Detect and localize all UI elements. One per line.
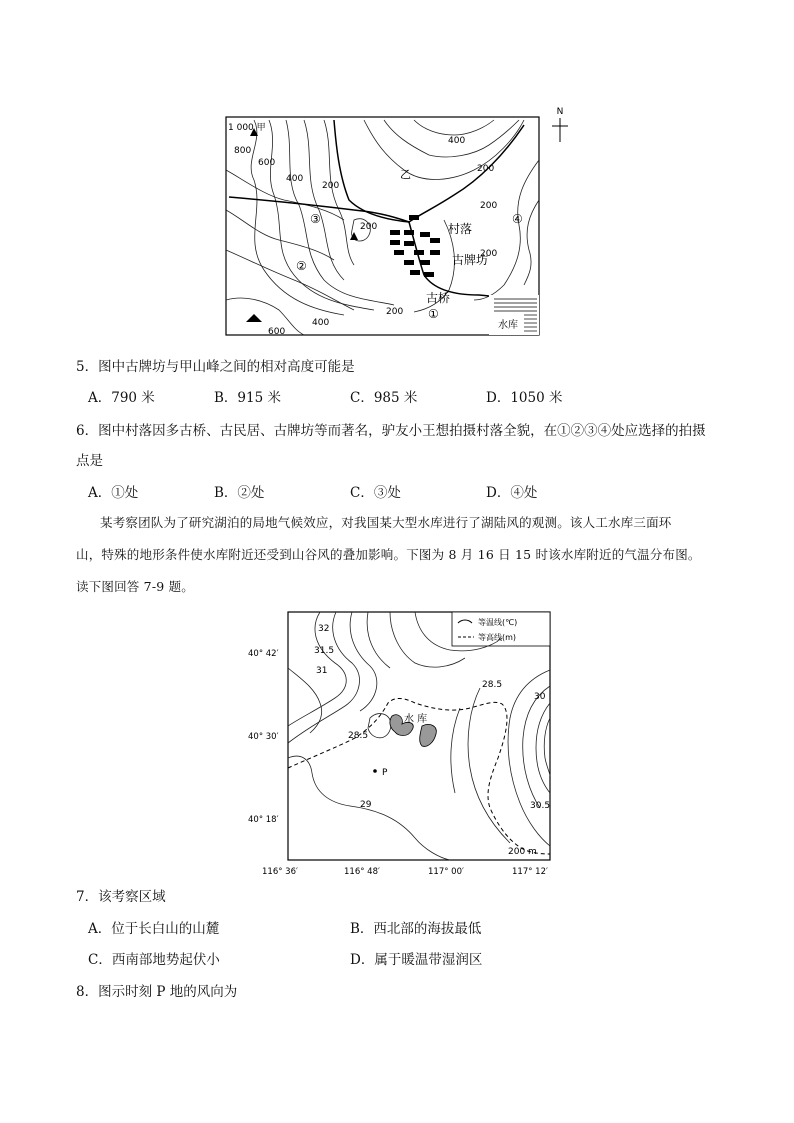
contour-label-600-s: 600 [268, 327, 286, 337]
contour-label-200-se: 200 [480, 249, 498, 259]
point-3: ③ [310, 212, 321, 226]
contour-label-200-hill: 200 [360, 222, 378, 232]
contour-label-400-s: 400 [312, 318, 330, 328]
passage-line2: 山，特殊的地形条件使水库附近还受到山谷风的叠加影响。下图为 8 月 16 日 15 时该水库附近的气温分布图。 [76, 547, 701, 562]
temp-label-28-5-ne: 28.5 [482, 680, 503, 690]
lon-label-4: 117° 12′ [512, 867, 548, 877]
yi-label: 乙 [400, 168, 411, 181]
legend-isotherm: 等温线(℃) [478, 618, 518, 627]
temp-label-30: 30 [534, 692, 546, 702]
question-8-stem: 8．图示时刻 P 地的风向为 [76, 984, 238, 1000]
village-label: 村落 [448, 222, 473, 236]
reservoir-label: 水库 [498, 320, 518, 331]
question-6-stem-line1: 6．图中村落因多古桥、古民居、古牌坊等而著名，驴友小王想拍摄村落全貌，在①②③④处应选择的拍摄 [76, 423, 706, 439]
q6-option-a[interactable]: A．①处 [88, 485, 139, 501]
reservoir-area [489, 295, 539, 335]
q7-option-b[interactable]: B．西北部的海拔最低 [350, 921, 482, 937]
lat-label-1: 40° 42′ [248, 649, 279, 659]
temp-label-28-5: 28.5 [348, 731, 369, 741]
question-6-stem-line2: 点是 [76, 453, 103, 469]
question-5-stem: 5．图中古牌坊与甲山峰之间的相对高度可能是 [76, 359, 355, 375]
topographic-map [224, 100, 584, 338]
reservoir-label-2: 水 库 [404, 714, 428, 725]
peak-jia-label: 1 000 甲 [228, 123, 266, 133]
arch-label: 古牌坊 [452, 253, 489, 267]
lon-label-3: 117° 00′ [428, 867, 464, 877]
contour-label-200-ne: 200 [477, 164, 495, 174]
question-7-stem: 7．该考察区域 [76, 889, 166, 905]
contour-label-200-e: 200 [480, 201, 498, 211]
temperature-map [240, 608, 560, 878]
contour-label-400: 400 [286, 174, 304, 184]
q7-option-c[interactable]: C．西南部地势起伏小 [88, 952, 220, 968]
temp-label-30-5: 30.5 [530, 801, 551, 811]
q5-option-a[interactable]: A．790 米 [88, 390, 155, 406]
temp-label-29: 29 [360, 800, 372, 810]
point-4: ④ [512, 212, 523, 226]
point-2: ② [296, 259, 307, 273]
q5-option-c[interactable]: C．985 米 [350, 390, 418, 406]
q7-option-d[interactable]: D．属于暖温带湿润区 [350, 952, 483, 968]
legend-contour: 等高线(m) [478, 633, 517, 642]
elevation-label: 200 m [508, 847, 537, 857]
q6-option-c[interactable]: C．③处 [350, 485, 401, 501]
contour-label-800: 800 [234, 146, 252, 156]
q6-option-d[interactable]: D．④处 [486, 485, 538, 501]
lon-label-1: 116° 36′ [262, 867, 298, 877]
q7-option-a[interactable]: A．位于长白山的山麓 [88, 921, 220, 937]
temp-label-31-5: 31.5 [314, 646, 335, 656]
q5-option-d[interactable]: D．1050 米 [486, 390, 563, 406]
q6-option-b[interactable]: B．②处 [214, 485, 265, 501]
passage-line3: 读下图回答 7-9 题。 [76, 579, 194, 594]
contour-label-200: 200 [322, 181, 340, 191]
lon-label-2: 116° 48′ [344, 867, 380, 877]
contour-label-400-ne: 400 [448, 136, 466, 146]
lat-label-2: 40° 30′ [248, 732, 279, 742]
q5-option-b[interactable]: B．915 米 [214, 390, 281, 406]
point-p-marker [373, 769, 377, 773]
north-label: N [556, 107, 564, 117]
lat-label-3: 40° 18′ [248, 815, 279, 825]
bridge-label: 古桥 [426, 291, 451, 305]
contour-label-200-s: 200 [386, 307, 404, 317]
temp-label-32: 32 [318, 624, 330, 634]
point-p-label: P [382, 768, 388, 778]
contour-label-600: 600 [258, 158, 276, 168]
passage-line1: 某考察团队为了研究湖泊的局地气候效应，对我国某大型水库进行了湖陆风的观测。该人工水库三面环 [100, 515, 672, 530]
point-1: ① [428, 307, 439, 321]
temp-label-31: 31 [316, 666, 328, 676]
